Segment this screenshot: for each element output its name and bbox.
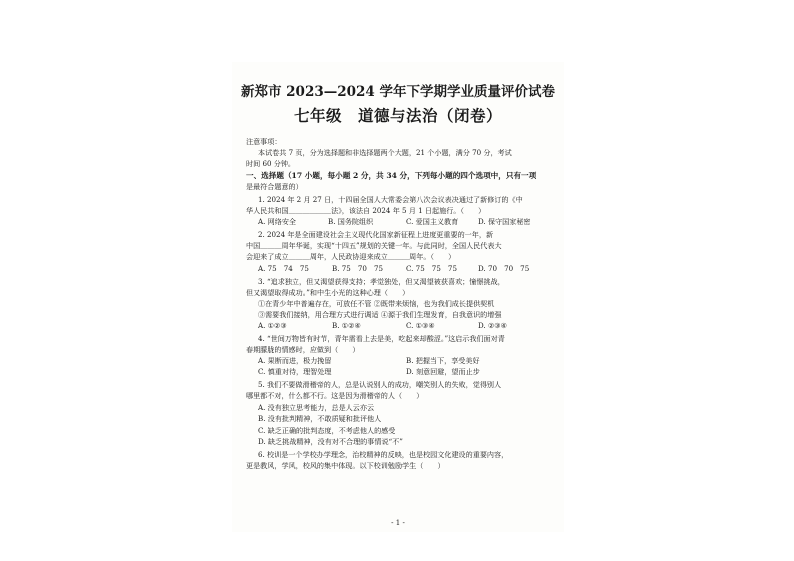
question-4-option-c: C. 慎重对待，理智处理	[258, 367, 332, 376]
notice-line-1: 本试卷共 7 页，分为选择题和非选择题两个大题，21 个小题，满分 70 分，考试	[258, 148, 512, 157]
question-3-option-a: A. ①②③	[258, 321, 287, 330]
question-4-line-2: 春期朦胧的情感时，应做到（ ）	[246, 345, 360, 354]
page-number: - 1 -	[391, 519, 405, 527]
question-3-line-2: 但又渴望取得成功。”和中生小光的这种心理（ ）	[246, 288, 410, 297]
question-6-line-1: 6. 校训是一个学校办学理念，治校精神的反映，也是校园文化建设的重要内容，	[258, 450, 509, 459]
question-1-option-b: B. 国务院组织	[328, 217, 374, 226]
question-3-subitem-2: ③需要我们接纳，用合理方式进行调适 ④源于我们生理发育，自我意识的增强	[258, 310, 502, 319]
question-5-option-b: B. 没有批判精神，不敢质疑和批评他人	[258, 414, 382, 423]
section-1-heading-cont: 是最符合题意的）	[246, 182, 303, 191]
question-4-option-b: B. 把握当下，享受美好	[406, 356, 480, 365]
question-1-line-1: 1. 2024 年 2 月 27 日，十四届全国人大常委会第八次会议表决通过了新修订的《中	[258, 195, 523, 204]
question-2-line-2: 中国＿＿＿周年华诞，实现“十四五”规划的关键一年。与此同时，全国人民代表大	[246, 241, 502, 250]
question-4-line-1: 4. “世间万物皆有时节，青年需看上去是美，吃起来却酸涩。”这启示我们面对青	[258, 334, 505, 343]
question-2-option-d: D. 70 70 75	[478, 264, 530, 273]
question-2-options	[258, 264, 554, 273]
question-1-option-a: A. 网络安全	[258, 217, 297, 226]
question-3-options	[258, 321, 554, 330]
notice-line-2: 时间 60 分钟。	[246, 159, 296, 168]
exam-subtitle: 七年级 道德与法治（闭卷）	[293, 106, 502, 125]
question-1-option-d: D. 保守国家秘密	[478, 217, 531, 226]
question-3-subitem-1: ①在青少年中普遍存在，可放任不管 ②既带来烦恼，也为我们成长提供契机	[258, 299, 495, 308]
question-4-option-a: A. 果断而进，极力挽留	[258, 356, 332, 365]
exam-title: 新郑市 2023—2024 学年下学期学业质量评价试卷	[240, 84, 556, 100]
question-2-option-a: A. 75 74 75	[258, 264, 309, 273]
section-1-heading: 一、选择题（17 小题，每小题 2 分，共 34 分，下列每小题的四个选项中，只有一项	[246, 171, 537, 180]
question-4-options-row-1	[258, 356, 554, 365]
notice-label: 注意事项：	[246, 137, 282, 146]
question-1-line-2: 华人民共和国＿＿＿＿＿＿法》，该法自 2024 年 5 月 1 日起施行。（ ）	[246, 206, 486, 215]
question-1-options	[258, 217, 554, 226]
question-5-option-c: C. 缺乏正确的批判态度，不考虑他人的感受	[258, 426, 396, 435]
question-3-option-c: C. ①③④	[406, 321, 435, 330]
exam-paper	[232, 62, 564, 532]
question-1-option-c: C. 爱国主义教育	[406, 217, 459, 226]
question-5-line-1: 5. 我们不要做滑稽帝的人，总是认说别人的成功，嘲笑别人的失败，觉得别人	[258, 380, 502, 389]
question-3-option-d: D. ②③④	[478, 321, 508, 330]
question-2-line-1: 2. 2024 年是全面建设社会主义现代化国家新征程上进度更重要的一年，新	[258, 230, 494, 239]
question-2-option-b: B. 75 70 75	[332, 264, 383, 273]
question-5-option-a: A. 没有独立思考能力，总是人云亦云	[258, 403, 375, 412]
question-3-option-b: B. ①②④	[332, 321, 361, 330]
question-2-option-c: C. 75 75 75	[406, 264, 457, 273]
question-5-option-d: D. 缺乏挑战精神，没有对不合理的事情说“不”	[258, 437, 403, 446]
question-5-line-2: 哪里都不对，什么都不行。这是因为滑稽帝的人（ ）	[246, 391, 424, 400]
question-2-line-3: 会迎来了成立＿＿＿周年，人民政协迎来成立＿＿＿周年。（ ）	[246, 252, 456, 261]
question-3-line-1: 3. “追求独立，但又渴望获得支持；孝觉独处，但又渴望被获喜欢；憧憬挑战，	[258, 277, 505, 286]
question-4-option-d: D. 刻意回避，望而止步	[406, 367, 480, 376]
question-6-line-2: 更是教风，学风，校风的集中体现。以下校训勉励学生（ ）	[246, 461, 445, 470]
question-4-options-row-2	[258, 367, 554, 376]
